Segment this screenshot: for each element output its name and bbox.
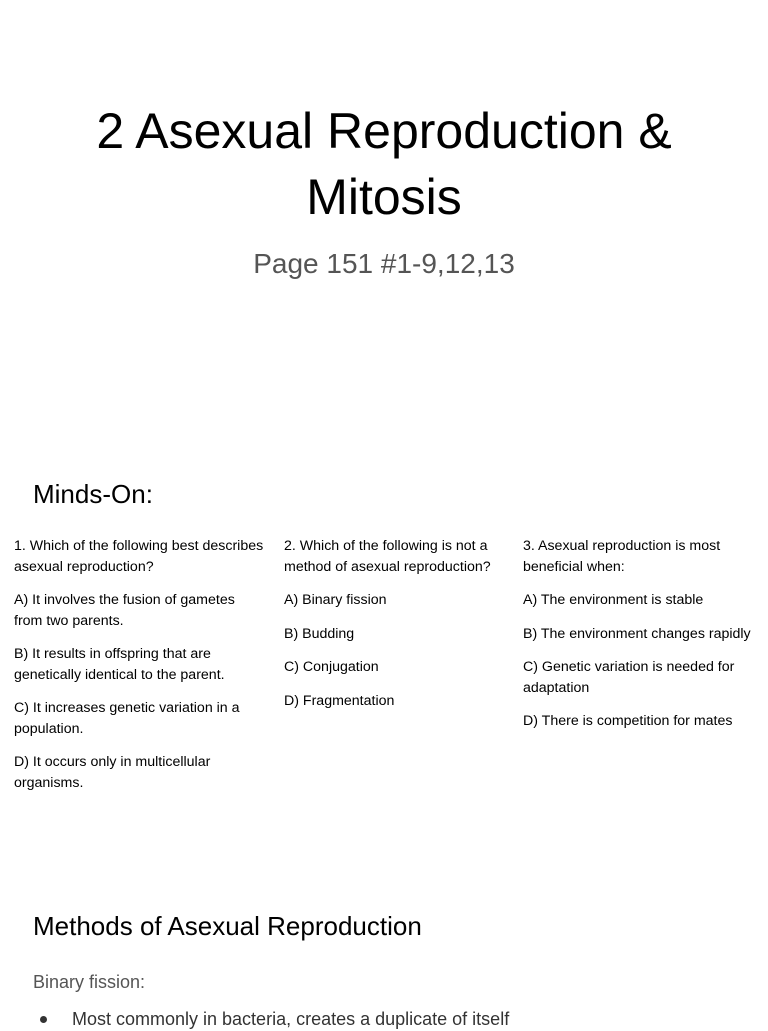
question-1-option-a: A) It involves the fusion of gametes from two parents. <box>14 592 235 629</box>
title-slide <box>0 0 768 420</box>
question-2-prompt: 2. Which of the following is not a method of asexual reproduction? <box>284 538 491 575</box>
question-2-option-d: D) Fragmentation <box>284 692 395 709</box>
binary-fission-label: Binary fission: <box>33 972 146 992</box>
minds-on-heading: Minds-On: <box>33 479 153 509</box>
question-1-prompt: 1. Which of the following best describes asexual reproduction? <box>14 538 264 575</box>
question-2-option-c: C) Conjugation <box>284 659 379 675</box>
question-1-option-c: C) It increases genetic variation in a population. <box>14 700 240 737</box>
question-1-option-b: B) It results in offspring that are genetically identical to the parent. <box>14 646 225 683</box>
slide-subtitle: Page 151 #1-9,12,13 <box>253 248 515 279</box>
question-2 <box>284 536 510 724</box>
question-1 <box>14 536 264 806</box>
methods-heading: Methods of Asexual Reproduction <box>33 911 422 941</box>
list-item <box>33 1007 509 1031</box>
slide-title-line-1: 2 Asexual Reproduction & <box>96 103 672 159</box>
bullet-icon <box>40 1016 47 1023</box>
bullet-text: Most commonly in bacteria, creates a duplicate of itself <box>72 1009 510 1029</box>
question-3 <box>523 536 761 745</box>
question-1-option-d: D) It occurs only in multicellular organisms. <box>14 754 211 791</box>
question-3-option-c: C) Genetic variation is needed for adaptation <box>523 659 735 696</box>
question-3-option-a: A) The environment is stable <box>523 592 704 608</box>
question-3-option-d: D) There is competition for mates <box>523 713 733 729</box>
slide-title-line-2: Mitosis <box>306 169 462 225</box>
question-2-option-b: B) Budding <box>284 625 355 642</box>
slide-title <box>0 98 768 230</box>
binary-fission-bullets <box>33 1007 509 1031</box>
question-3-option-b: B) The environment changes rapidly <box>523 625 751 642</box>
question-2-option-a: A) Binary fission <box>284 592 387 608</box>
question-3-prompt: 3. Asexual reproduction is most beneficial when: <box>523 538 721 575</box>
